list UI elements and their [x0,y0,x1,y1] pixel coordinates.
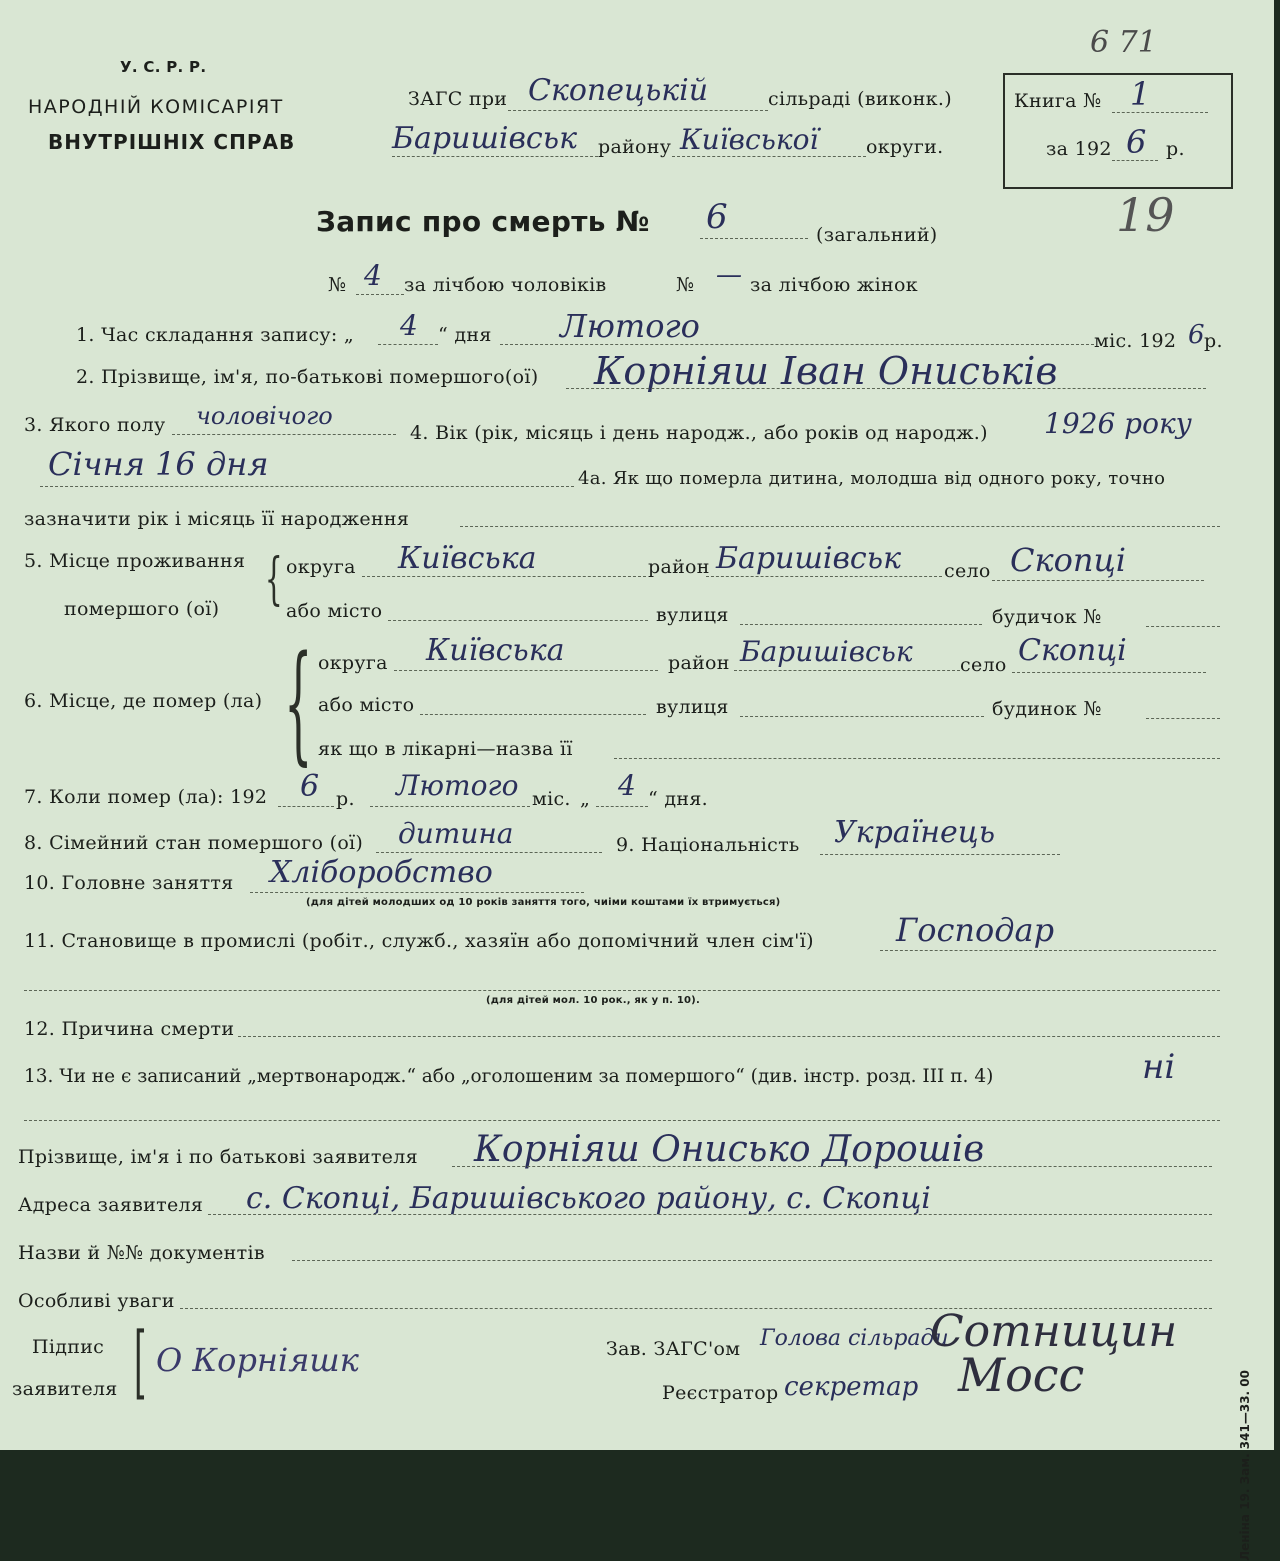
f3-value: чоловічого [196,402,333,430]
f6-vulytsia: вулиця [656,696,729,718]
declarant-name-value: Корніяш Онисько Дорошів [474,1129,985,1170]
f5-selo-val: Скопці [1010,541,1127,579]
f6-okruga-val: Київська [426,633,565,668]
book-number: 1 [1130,75,1151,113]
f1-mid: “ дня [438,324,492,346]
declarant-address-value: с. Скопці, Баришівського району, с. Скопці [246,1181,931,1216]
f7-r: р. [336,788,355,810]
f2-label: 2. Прізвище, ім'я, по-батькові помершого(ої) [76,366,539,388]
f9-value: Українець [834,815,996,850]
declarant-signature: О Корніяшк [156,1341,359,1379]
zags-prefix: ЗАГС при [408,88,508,110]
rayon-suffix: району [598,136,672,158]
zags-suffix: сільраді (виконк.) [768,88,952,110]
women-label: за лічбою жінок [750,274,918,296]
women-number: — [716,260,742,290]
f8-label: 8. Сімейний стан помершого (ої) [24,832,364,854]
f10-note: (для дітей молодших од 10 років заняття того, чиіми коштами їх втримується) [306,897,781,908]
f6-okruga: округа [318,652,388,674]
f1-end: міс. 192 [1094,330,1177,352]
commissariat-line2: ВНУТРІШНІХ СПРАВ [48,130,296,154]
scan-edge [1274,0,1280,1450]
women-prefix: № [676,274,695,296]
hw-rayon: Баришівськ [392,121,577,156]
f1-month: Лютого [560,307,700,345]
head-signature: Сотницин [930,1306,1178,1357]
f3-label: 3. Якого полу [24,414,166,436]
f7-label: 7. Коли помер (ла): 192 [24,786,268,808]
declarant-notes-label: Особливі уваги [18,1290,175,1312]
okruga-suffix: округи. [866,136,944,158]
f8-value: дитина [398,817,514,850]
book-year-digit: 6 [1126,123,1147,161]
margin-number: 19 [1116,188,1175,242]
f11-note: (для дітей мол. 10 рок., як у п. 10). [486,995,700,1006]
print-mark: Леніна 19. Зам. 341—33. 00 [1238,1370,1252,1561]
registrar-label: Реєстратор [662,1382,779,1404]
f5-rayon: район [648,556,710,578]
state-label: У. С. Р. Р. [120,58,207,76]
f2-value: Корніяш Іван Ониськів [594,349,1058,393]
f4a-label2: зазначити рік і місяць її народження [24,508,410,530]
corner-mark: 6 71 [1090,25,1157,60]
hw-okruga: Київської [680,123,819,156]
f6-budynok: будинок № [992,698,1102,720]
f6-brace: { [284,629,313,778]
f7-day: 4 [618,769,636,802]
registrar-signature: Мосс [958,1348,1085,1402]
f7-q: „ [580,788,591,810]
book-year-label: за 192 [1046,138,1112,160]
f4a-label: 4а. Як що померла дитина, молодша від одного року, точно [578,468,1166,489]
f5-selo: село [944,560,991,582]
f10-label: 10. Головне заняття [24,872,234,894]
sign-label1: Підпис [32,1336,105,1358]
men-label: за лічбою чоловіків [404,274,607,296]
f6-selo: село [960,654,1007,676]
f4-label: 4. Вік (рік, місяць і день народж., або років од народж.) [410,422,988,444]
f7-mis: міс. [532,788,571,810]
registrar-hw: секретар [784,1372,919,1402]
f12-label: 12. Причина смерти [24,1018,235,1040]
f1-r: р. [1204,330,1223,352]
book-label: Книга № [1014,90,1102,112]
men-prefix: № [328,274,347,296]
f6-misto: або місто [318,694,415,716]
declarant-address-label: Адреса заявителя [18,1194,204,1216]
f5-vulytsia: вулиця [656,604,729,626]
general-label: (загальний) [816,224,938,246]
sign-label2: заявителя [12,1378,118,1400]
f5-budynok: будичок № [992,606,1102,628]
f6-rayon-val: Баришівськ [740,635,913,668]
record-number: 6 [706,197,728,237]
declarant-name-label: Прізвище, ім'я і по батькові заявителя [18,1146,418,1168]
sign-brace: [ [134,1315,147,1408]
f6-selo-val: Скопці [1018,633,1127,668]
f13-label: 13. Чи не є записаний „мертвонародж.“ або „оголошеним за помершого“ (див. інстр. розд. III п. 4) [24,1066,994,1087]
f5-okruga: округа [286,556,356,578]
men-number: 4 [364,259,382,292]
f7-dnia: “ дня. [648,788,708,810]
f9-label: 9. Національність [616,834,800,856]
f7-year: 6 [300,769,320,804]
f6-label: 6. Місце, де помер (ла) [24,690,263,712]
f5-misto: або місто [286,600,383,622]
f5-label1: 5. Місце проживання [24,550,246,572]
f1-label: 1. Час складання запису: „ [76,324,355,346]
f10-value: Хліборобство [270,855,493,890]
f6-rayon: район [668,652,730,674]
f4-value1: 1926 року [1044,407,1192,440]
f5-rayon-val: Баришівськ [716,541,901,576]
f6-likarnia: як що в лікарні—назва її [318,738,573,760]
f11-label: 11. Становище в промислі (робіт., служб., хазяїн або допомічний член сім'ї) [24,930,814,952]
f1-day: 4 [400,309,418,342]
record-title: Запис про смерть № [316,205,650,238]
f5-okruga-val: Київська [398,541,537,576]
f1-year: 6 [1188,320,1205,350]
head-hw: Голова сільради [760,1326,949,1351]
hw-selrada: Скопецькій [528,73,709,108]
f7-month: Лютого [396,769,519,802]
head-label: Зав. ЗАГС'ом [606,1338,741,1360]
f5-brace: { [264,547,283,612]
f11-value: Господар [896,911,1055,949]
book-year-suffix: р. [1166,138,1185,160]
f5-label2: помершого (ої) [64,598,220,620]
commissariat-line1: НАРОДНІЙ КОМІСАРІЯТ [28,96,284,118]
declarant-docs-label: Назви й №№ документів [18,1242,265,1264]
f4-value2: Січня 16 дня [48,445,269,483]
f13-value: ні [1142,1047,1176,1087]
